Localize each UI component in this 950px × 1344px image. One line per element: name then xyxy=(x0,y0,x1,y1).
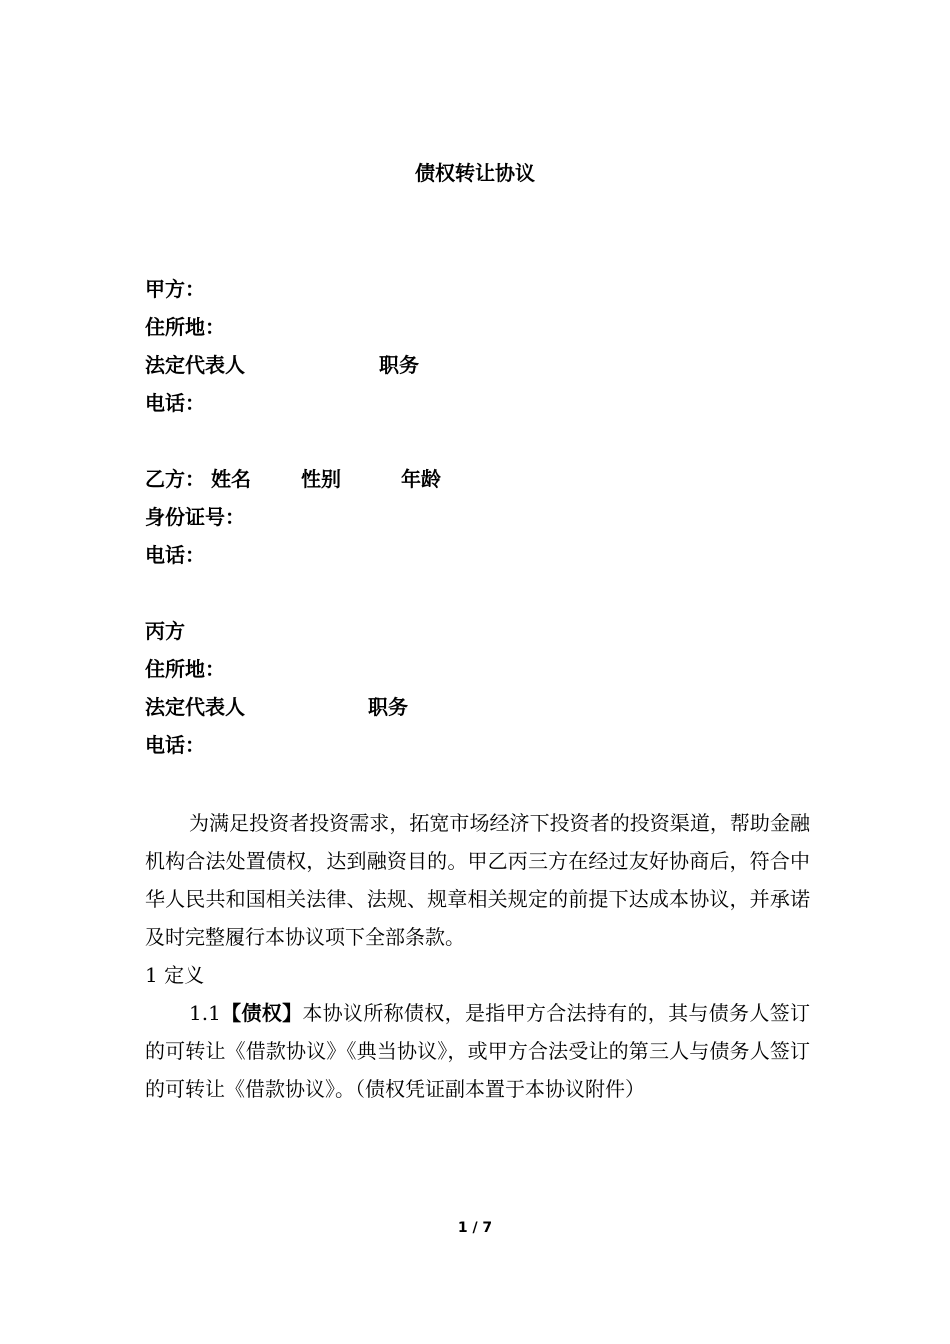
document-title: 债权转让协议 xyxy=(415,161,535,185)
party-b-label: 乙方： xyxy=(145,467,205,491)
clause-1-1-term: 【债权】 xyxy=(220,1001,303,1025)
clause-1-1-text: 本协议所称债权，是指甲方合法持有的，其与债务人签订的可转让《借款协议》《典当协议》，或甲方合法受让的第三人与债务人签订的可转让《借款协议》。（债权凭证副本置于本协议附件） xyxy=(145,1001,811,1101)
party-a-representative-label: 法定代表人 xyxy=(145,353,245,377)
party-b-phone-label: 电话： xyxy=(145,543,205,567)
party-b-name-label: 姓名 xyxy=(211,467,251,491)
party-c-address-label: 住所地： xyxy=(145,657,225,681)
party-b-age-label: 年龄 xyxy=(401,467,441,491)
clause-1-1-number: 1.1 xyxy=(189,1001,221,1025)
party-a-phone-label: 电话： xyxy=(145,391,205,415)
party-c-label: 丙方 xyxy=(145,619,185,643)
party-c-position-label: 职务 xyxy=(368,695,408,719)
party-b-gender-label: 性别 xyxy=(301,467,341,491)
party-c-phone-label: 电话： xyxy=(145,733,205,757)
party-a-label: 甲方： xyxy=(145,277,205,301)
preamble-paragraph: 为满足投资者投资需求，拓宽市场经济下投资者的投资渠道，帮助金融机构合法处置债权，达到融资目的。甲乙丙三方在经过友好协商后，符合中华人民共和国相关法律、法规、规章相关规定的前提下达成本协议，并承诺及时完整履行本协议项下全部条款。 xyxy=(145,811,810,949)
clause-1-1-paragraph xyxy=(145,994,810,1108)
party-c-representative-label: 法定代表人 xyxy=(145,695,245,719)
party-a-address-label: 住所地： xyxy=(145,315,225,339)
section-1-heading: 1 定义 xyxy=(145,963,205,987)
page-indicator: 1 / 7 xyxy=(457,1220,493,1236)
party-b-id-label: 身份证号： xyxy=(145,505,245,529)
party-a-position-label: 职务 xyxy=(379,353,419,377)
